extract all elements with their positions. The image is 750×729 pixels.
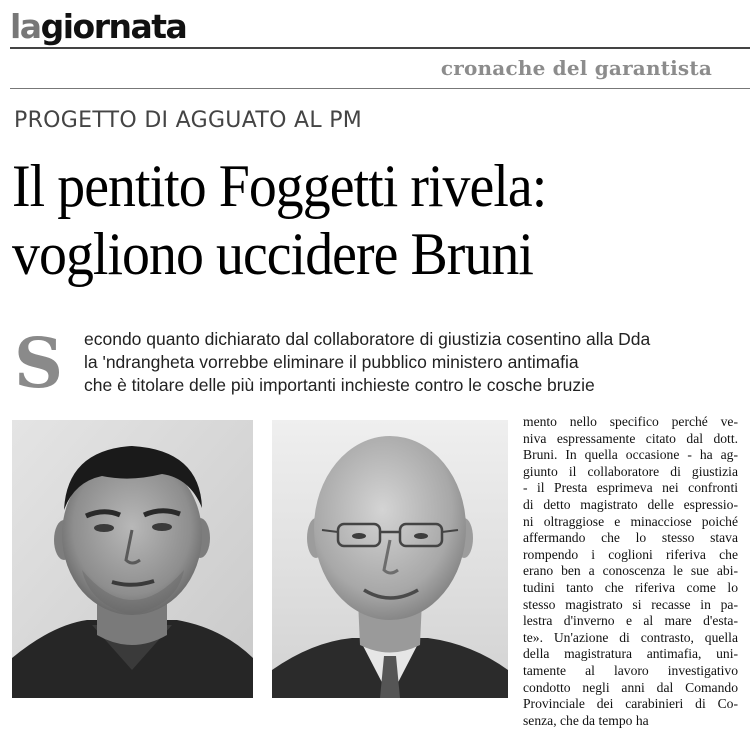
body-line: senza, che da tempo ha [523,712,649,728]
masthead-rule-bottom [10,88,750,89]
body-line: giunto il collaboratore di giustizia [523,463,738,479]
body-line: ni oltraggiose e minacciose poiché [523,513,738,529]
article-summary [84,328,734,397]
summary-line: econdo quanto dichiarato dal collaboratore di giustizia cosentino alla Dda [84,329,651,349]
article-body-column [523,414,738,729]
body-line: lestra d'inverno e al mare d'esta- [523,613,738,629]
summary-line: che è titolare delle più importanti inchieste contro le cosche bruzie [84,375,595,395]
article-headline [12,152,691,288]
section-tagline: cronache del garantista [440,56,712,80]
body-line: erano ben a conoscenza le sue abi- [523,563,738,579]
body-line: stesso magistrato si recasse in pa- [523,596,738,612]
masthead [10,7,750,82]
body-line: mento nello specifico perché ve- [523,414,738,429]
logo-prefix: la [10,7,41,46]
masthead-rule [10,47,750,49]
body-line: tamente al lavoro investigativo [523,662,738,678]
summary-line: la 'ndrangheta vorrebbe eliminare il pubblico ministero antimafia [84,352,579,372]
newspaper-logo [10,7,187,46]
headline-line-2: vogliono uccidere Bruni [12,221,533,287]
photo-portrait-right [272,420,508,698]
headline-line-1: Il pentito Foggetti rivela: [12,153,547,219]
body-line: affermando che lo stesso stava [523,530,738,546]
body-line: Bruni. In quella occasione - ha ag- [523,447,738,463]
body-line: - il Presta esprimeva nei confronti [523,480,738,496]
body-line: di detto magistrato delle espressio- [523,496,738,512]
body-line: niva espressamente citato dal dott. [523,430,738,446]
body-line: te». Un'azione di contrasto, quella [523,629,738,645]
body-line: condotto negli anni dal Comando [523,679,738,695]
body-line: rompendo i coglioni riferiva che [523,546,738,562]
logo-main: giornata [40,7,187,46]
photo-portrait-left [12,420,253,698]
article-kicker: PROGETTO DI AGGUATO AL PM [14,108,363,133]
body-line: tudini tanto che riferiva come lo [523,579,738,595]
body-line: Provinciale dei carabinieri di Co- [523,696,738,712]
body-line: della magistratura antimafia, uni- [523,646,738,662]
drop-cap: S [14,324,64,404]
